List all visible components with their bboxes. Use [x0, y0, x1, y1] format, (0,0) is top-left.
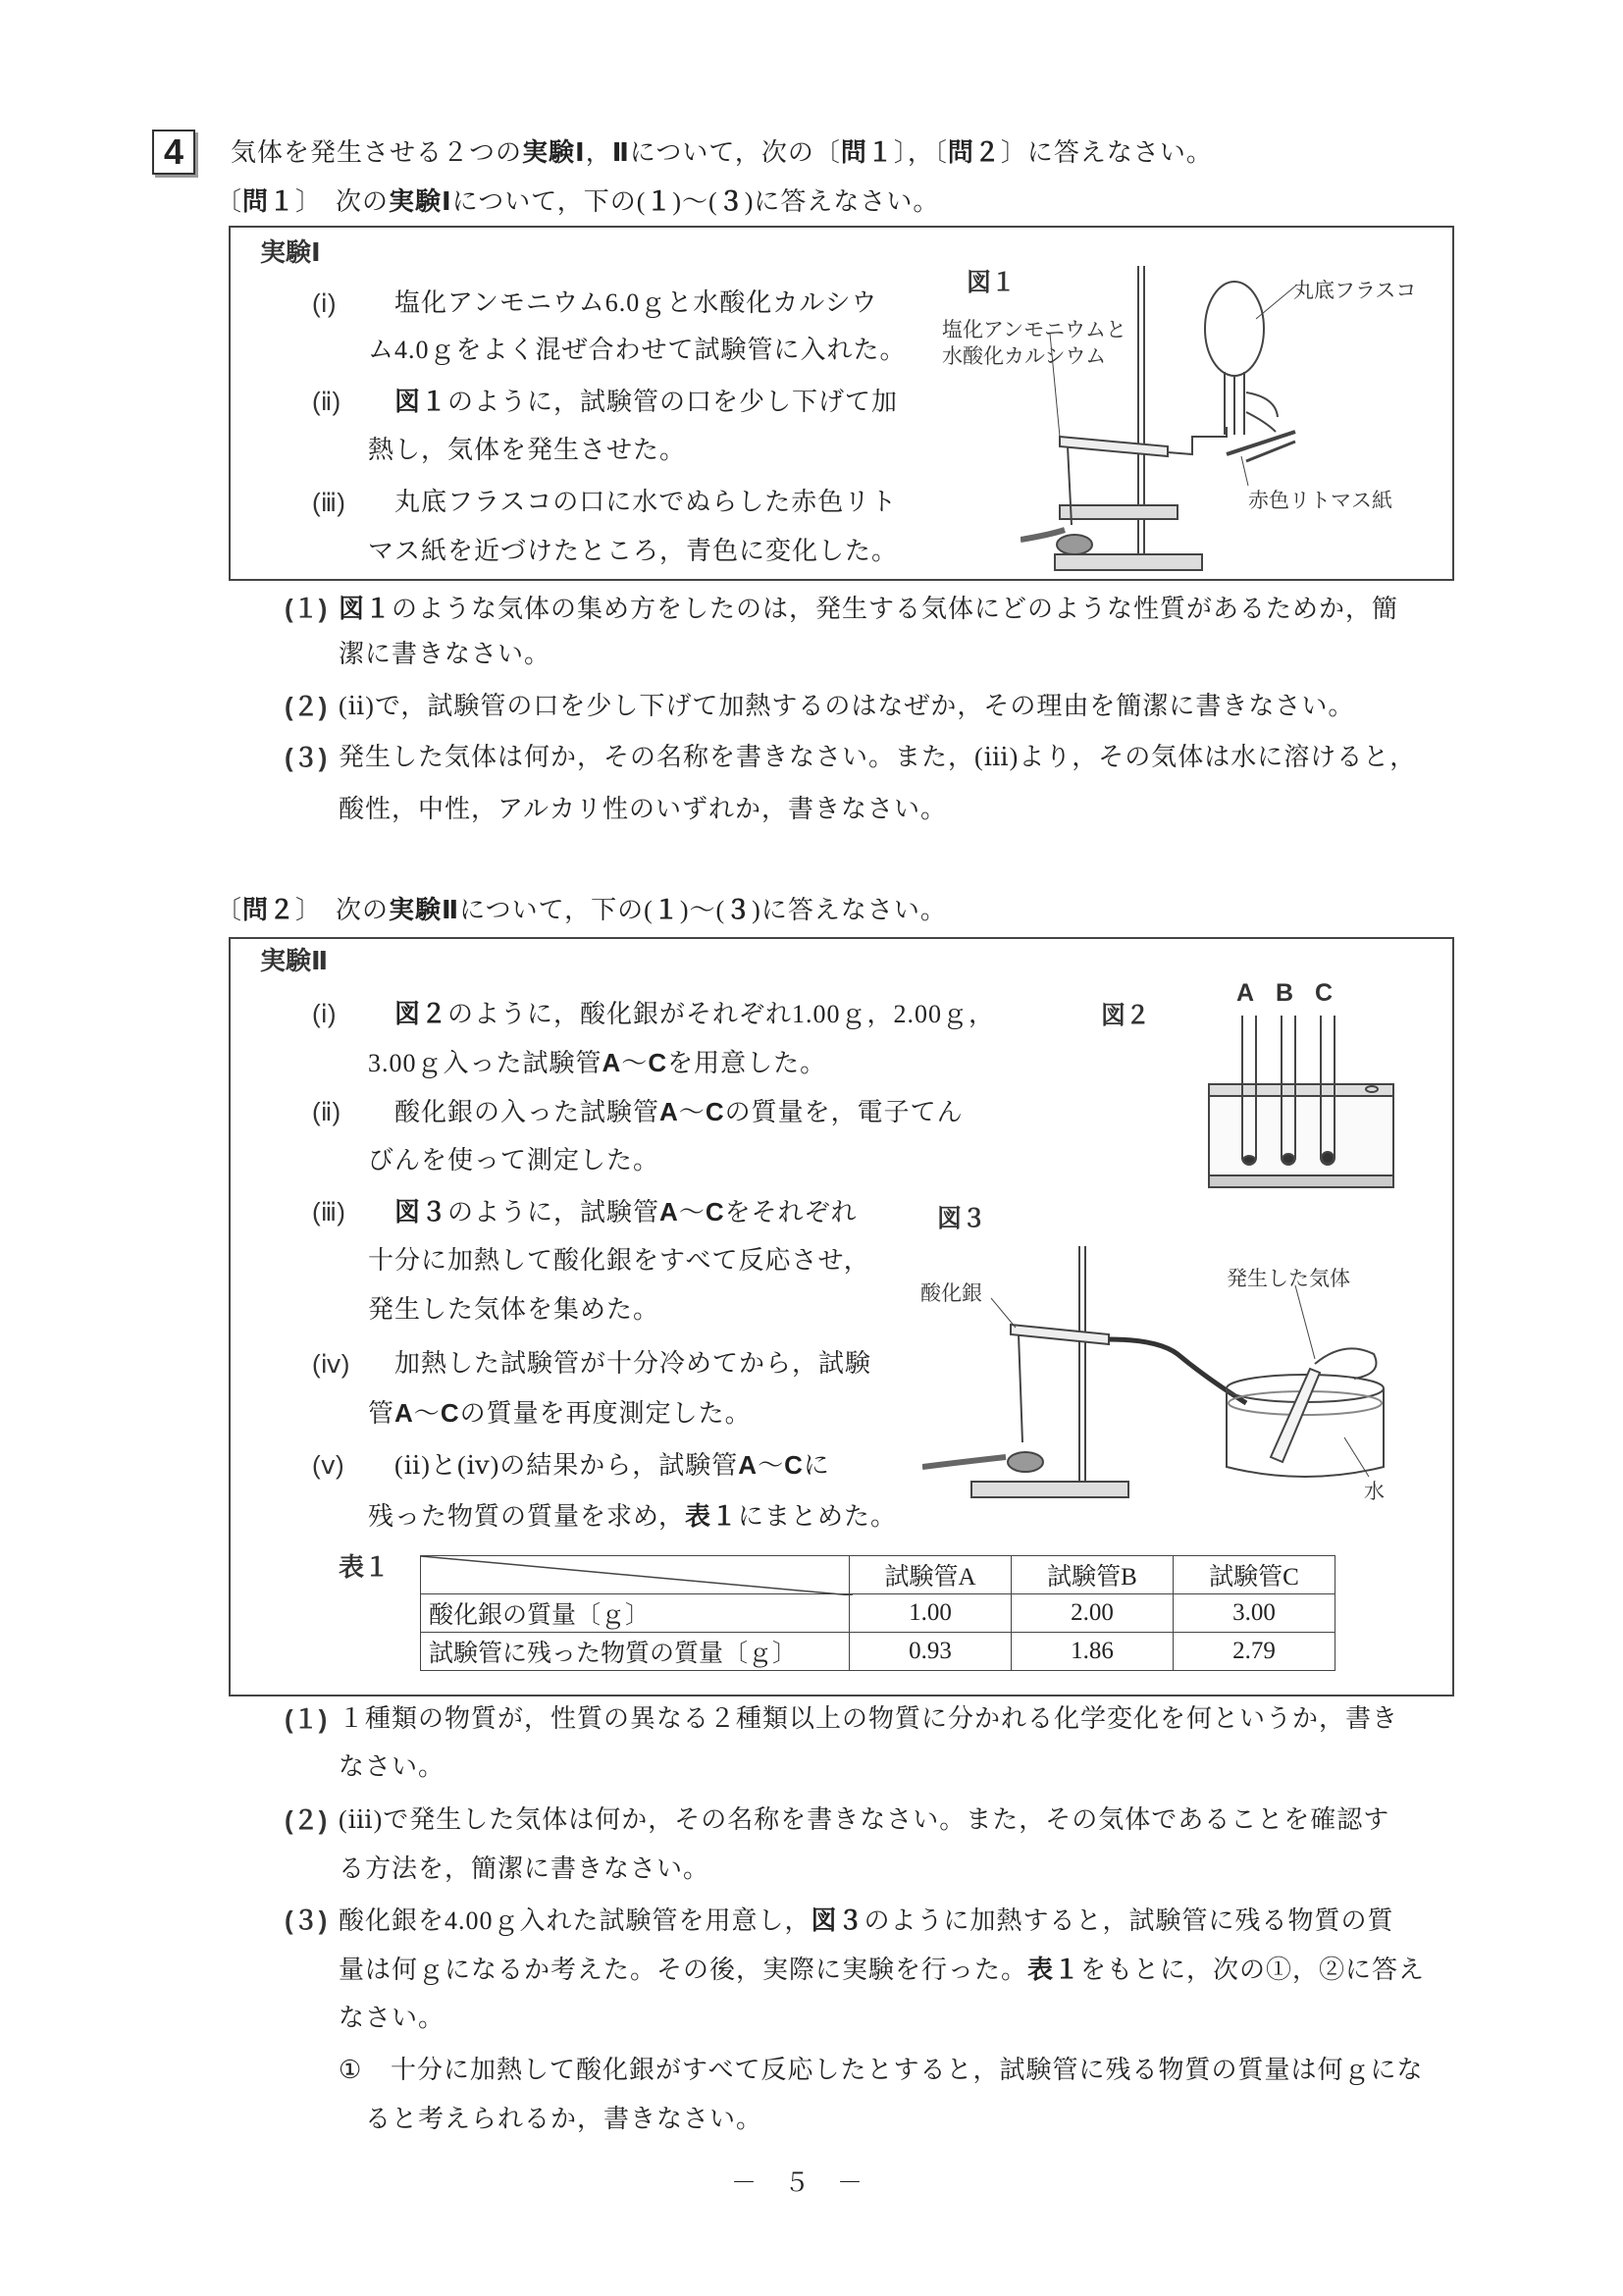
question-label: (３) [285, 1905, 328, 1935]
figure-2-test-tube-rack [1205, 1011, 1401, 1197]
text-segment: (ⅱ)と(ⅳ)の結果から，試験管 [394, 1451, 739, 1480]
question-label: (２) [285, 692, 328, 721]
table-header: 試験管B [1012, 1556, 1174, 1594]
bold-text-segment: １ [653, 895, 680, 924]
text-segment: ると考えられるか，書きなさい。 [365, 2105, 763, 2133]
table-cell: 1.00 [850, 1594, 1012, 1633]
bold-text-segment: 図３ [811, 1905, 864, 1935]
step-line [368, 1244, 870, 1278]
question-label: (２) [285, 1805, 328, 1835]
step-line [368, 1046, 826, 1080]
text-segment: ～ [758, 1451, 785, 1480]
table-header: 試験管A [850, 1556, 1012, 1594]
table-cell: 2.79 [1174, 1633, 1335, 1671]
step-label: (ⅴ) [312, 1450, 344, 1480]
step-line [394, 1195, 858, 1229]
figure-1-flask-label: 丸底フラスコ [1293, 279, 1417, 302]
text-segment: 塩化アンモニウム6.0ｇと水酸化カルシウ [394, 288, 878, 317]
question-line [339, 2002, 445, 2035]
step-line [394, 287, 878, 320]
figure-1-apparatus [1021, 260, 1452, 574]
text-segment: のように，試験管の口を少し下げて加 [447, 388, 899, 416]
bold-text-segment: 図１ [394, 387, 448, 416]
bold-text-segment: A [659, 1097, 679, 1126]
bold-text-segment: 問１ [840, 137, 894, 167]
step-line [394, 1347, 871, 1381]
subquestion-label: ① [339, 2056, 363, 2084]
text-segment: )に答えなさい。 [752, 896, 947, 924]
text-segment: 十分に加熱して酸化銀がすべて反応したとすると，試験管に残る物質の質量は何ｇにな [391, 2056, 1424, 2084]
figure-3-silver-oxide-label: 酸化銀 [920, 1281, 982, 1305]
question-label: (３) [285, 743, 328, 772]
step-line [368, 1293, 659, 1327]
bold-text-segment: C [705, 1097, 725, 1126]
text-segment: 丸底フラスコの口に水でぬらした赤色リト [394, 488, 898, 516]
text-segment: 発生した気体は何か，その名称を書きなさい。また，(ⅲ)より，その気体は水に溶けると， [339, 743, 1417, 771]
step-line [394, 385, 898, 419]
step-label: (ⅰ) [312, 999, 337, 1028]
diagonal-line [421, 1556, 853, 1595]
bold-text-segment: A [394, 1398, 414, 1428]
row-label: 試験管に残った物質の質量〔ｇ〕 [421, 1633, 850, 1671]
figure-1-title: 図１ [967, 269, 1017, 296]
question-line [339, 690, 1354, 723]
table-header: 試験管C [1174, 1556, 1335, 1594]
text-segment: をもとに，次の①，②に答え [1080, 1956, 1426, 1984]
table-1 [420, 1555, 1335, 1671]
step-line [368, 1396, 752, 1431]
text-segment: ～ [678, 1098, 706, 1126]
bold-text-segment: ３ [725, 895, 753, 924]
text-segment: 量は何ｇになるか考えた。その後，実際に実験を行った。 [339, 1956, 1028, 1984]
text-segment: をそれぞれ [724, 1198, 858, 1226]
text-segment: 酸化銀を4.00ｇ入れた試験管を用意し， [339, 1906, 812, 1935]
text-segment: について，次の〔 [629, 138, 841, 167]
text-segment: 〕に答えなさい。 [1000, 138, 1213, 167]
table-cell: 3.00 [1174, 1594, 1335, 1633]
text-segment: ～ [413, 1399, 441, 1428]
text-segment: 十分に加熱して酸化銀をすべて反応させ， [368, 1246, 870, 1275]
step-label: (ⅳ) [312, 1349, 350, 1379]
question-line [339, 1702, 1398, 1736]
q2-heading [216, 893, 947, 927]
step-line [368, 535, 898, 568]
table-1-title: 表１ [339, 1552, 391, 1582]
figure-3-apparatus [922, 1241, 1433, 1501]
text-segment: びんを使って測定した。 [368, 1146, 660, 1174]
text-segment: の質量を，電子てん [724, 1098, 964, 1126]
text-segment: マス紙を近づけたところ，青色に変化した。 [368, 537, 899, 565]
bold-text-segment: 実験Ⅰ [389, 186, 452, 216]
text-segment: のように加熱すると，試験管に残る物質の質 [864, 1906, 1394, 1935]
step-label: (ⅲ) [312, 488, 345, 517]
text-segment: なさい。 [339, 1752, 445, 1781]
bold-text-segment: 問１ [242, 186, 296, 216]
bold-text-segment: 図１ [339, 594, 393, 623]
bold-text-segment: Ⅱ [611, 137, 630, 167]
figure-2-title: 図２ [1101, 1002, 1151, 1029]
question-label: (１) [285, 1704, 328, 1734]
text-segment: を用意した。 [667, 1049, 827, 1077]
text-segment: 〕，〔 [893, 138, 948, 167]
bold-text-segment: 表１ [684, 1501, 738, 1531]
bold-text-segment: C [648, 1048, 668, 1077]
bold-text-segment: C [440, 1398, 460, 1428]
text-segment: 3.00ｇ入った試験管 [368, 1049, 602, 1077]
text-segment: のような気体の集め方をしたのは，発生する気体にどのような性質があるためか，簡 [392, 595, 1399, 623]
text-segment: 〔 [216, 896, 243, 924]
bold-text-segment: 表１ [1027, 1955, 1081, 1984]
bold-text-segment: 図３ [394, 1197, 448, 1226]
text-segment: ～ [678, 1198, 706, 1226]
figure-3-title: 図３ [937, 1205, 987, 1232]
intro-text [231, 135, 1213, 170]
question-line [339, 793, 947, 826]
text-segment: ， [585, 138, 612, 167]
bold-text-segment: 図２ [394, 999, 448, 1028]
figure-1-litmus-label: 赤色リトマス紙 [1248, 489, 1392, 512]
question-line [339, 1750, 445, 1784]
question-line [339, 1953, 1425, 1987]
step-label: (ⅱ) [312, 387, 341, 416]
text-segment: ム4.0ｇをよく混ぜ合わせて試験管に入れた。 [368, 336, 907, 364]
text-segment: 管 [368, 1399, 395, 1428]
question-line [339, 592, 1398, 626]
question-line [339, 1852, 709, 1886]
text-segment: のように，試験管 [447, 1198, 660, 1226]
step-line [394, 1095, 964, 1129]
bold-text-segment: A [738, 1450, 759, 1480]
question-line [339, 741, 1416, 774]
text-segment: ～ [621, 1049, 649, 1077]
text-segment: 気体を発生させる２つの [231, 138, 523, 167]
question-line [339, 1904, 1394, 1938]
bold-text-segment: ３ [717, 186, 745, 216]
bold-text-segment: 問２ [242, 895, 296, 924]
bold-text-segment: １ [646, 186, 673, 216]
table-cell: 0.93 [850, 1633, 1012, 1671]
text-segment: に [803, 1451, 830, 1480]
step-label: (ⅱ) [312, 1097, 341, 1126]
text-segment: 潔に書きなさい。 [339, 640, 551, 668]
table-corner-cell [421, 1556, 850, 1594]
experiment-2-title: 実験Ⅱ [260, 946, 329, 975]
figure-3-gas-label: 発生した気体 [1227, 1267, 1350, 1290]
step-line [368, 1499, 897, 1534]
step-line [394, 997, 995, 1031]
text-segment: の質量を再度測定した。 [459, 1399, 752, 1428]
text-segment: る方法を，簡潔に書きなさい。 [339, 1854, 710, 1883]
text-segment: について，下の( [451, 187, 647, 216]
text-segment: 〔 [216, 187, 243, 216]
question-line [391, 2054, 1423, 2087]
question-label: (１) [285, 594, 328, 623]
step-line [368, 334, 907, 367]
step-label: (ⅰ) [312, 288, 337, 318]
text-segment: 残った物質の質量を求め， [368, 1502, 685, 1531]
figure-1-reagent-label: 水酸化カルシウム [942, 344, 1107, 368]
text-segment: )～( [679, 896, 726, 924]
text-segment: について，下の( [459, 896, 654, 924]
bold-text-segment: 実験Ⅱ [389, 895, 460, 924]
text-segment: )に答えなさい。 [744, 187, 940, 216]
text-segment: 熱し，気体を発生させた。 [368, 436, 687, 464]
experiment-1-title: 実験Ⅰ [260, 237, 321, 267]
text-segment: なさい。 [339, 2004, 445, 2032]
text-segment: 加熱した試験管が十分冷めてから，試験 [394, 1349, 872, 1378]
bold-text-segment: A [659, 1197, 679, 1226]
text-segment: (ⅱ)で，試験管の口を少し下げて加熱するのはなぜか，その理由を簡潔に書きなさい。 [339, 692, 1355, 720]
bold-text-segment: C [705, 1197, 725, 1226]
row-label: 酸化銀の質量〔ｇ〕 [421, 1594, 850, 1633]
step-line [394, 1448, 830, 1483]
text-segment: １種類の物質が，性質の異なる２種類以上の物質に分かれる化学変化を何というか，書き [339, 1704, 1399, 1733]
text-segment: にまとめた。 [737, 1502, 897, 1531]
text-segment: )～( [672, 187, 718, 216]
question-line [339, 1803, 1389, 1837]
text-segment: 酸性，中性，アルカリ性のいずれか，書きなさい。 [339, 795, 947, 823]
bold-text-segment: 問２ [947, 137, 1001, 167]
text-segment: 酸化銀の入った試験管 [394, 1098, 660, 1126]
step-label: (ⅲ) [312, 1197, 345, 1226]
text-segment: 〕 次の [295, 896, 390, 924]
step-line [368, 434, 686, 467]
bold-text-segment: 実験Ⅰ [522, 137, 586, 167]
figure-3-water-label: 水 [1364, 1480, 1385, 1503]
tube-label-b: B [1276, 979, 1294, 1007]
tube-label-a: A [1236, 979, 1255, 1007]
bold-text-segment: A [602, 1048, 622, 1077]
step-line [394, 486, 897, 519]
table-header-row [421, 1556, 1335, 1594]
question-line [339, 638, 550, 671]
text-segment: 〕 次の [295, 187, 390, 216]
table-row [421, 1594, 1335, 1633]
table-cell: 2.00 [1012, 1594, 1174, 1633]
text-segment: のように，酸化銀がそれぞれ1.00ｇ，2.00ｇ， [447, 1000, 996, 1028]
question-line [365, 2103, 762, 2136]
table-cell: 1.86 [1012, 1633, 1174, 1671]
text-segment: (ⅲ)で発生した気体は何か，その名称を書きなさい。また，その気体であることを確認す [339, 1805, 1390, 1834]
page-number: － ５ － [731, 2168, 864, 2197]
tube-label-c: C [1315, 979, 1334, 1007]
step-line [368, 1144, 659, 1177]
table-row [421, 1633, 1335, 1671]
bold-text-segment: C [784, 1450, 804, 1480]
question-number: 4 [152, 130, 195, 175]
figure-1-reagent-label: 塩化アンモニウムと [942, 318, 1126, 341]
q1-heading [216, 184, 939, 219]
text-segment: 発生した気体を集めた。 [368, 1295, 660, 1324]
